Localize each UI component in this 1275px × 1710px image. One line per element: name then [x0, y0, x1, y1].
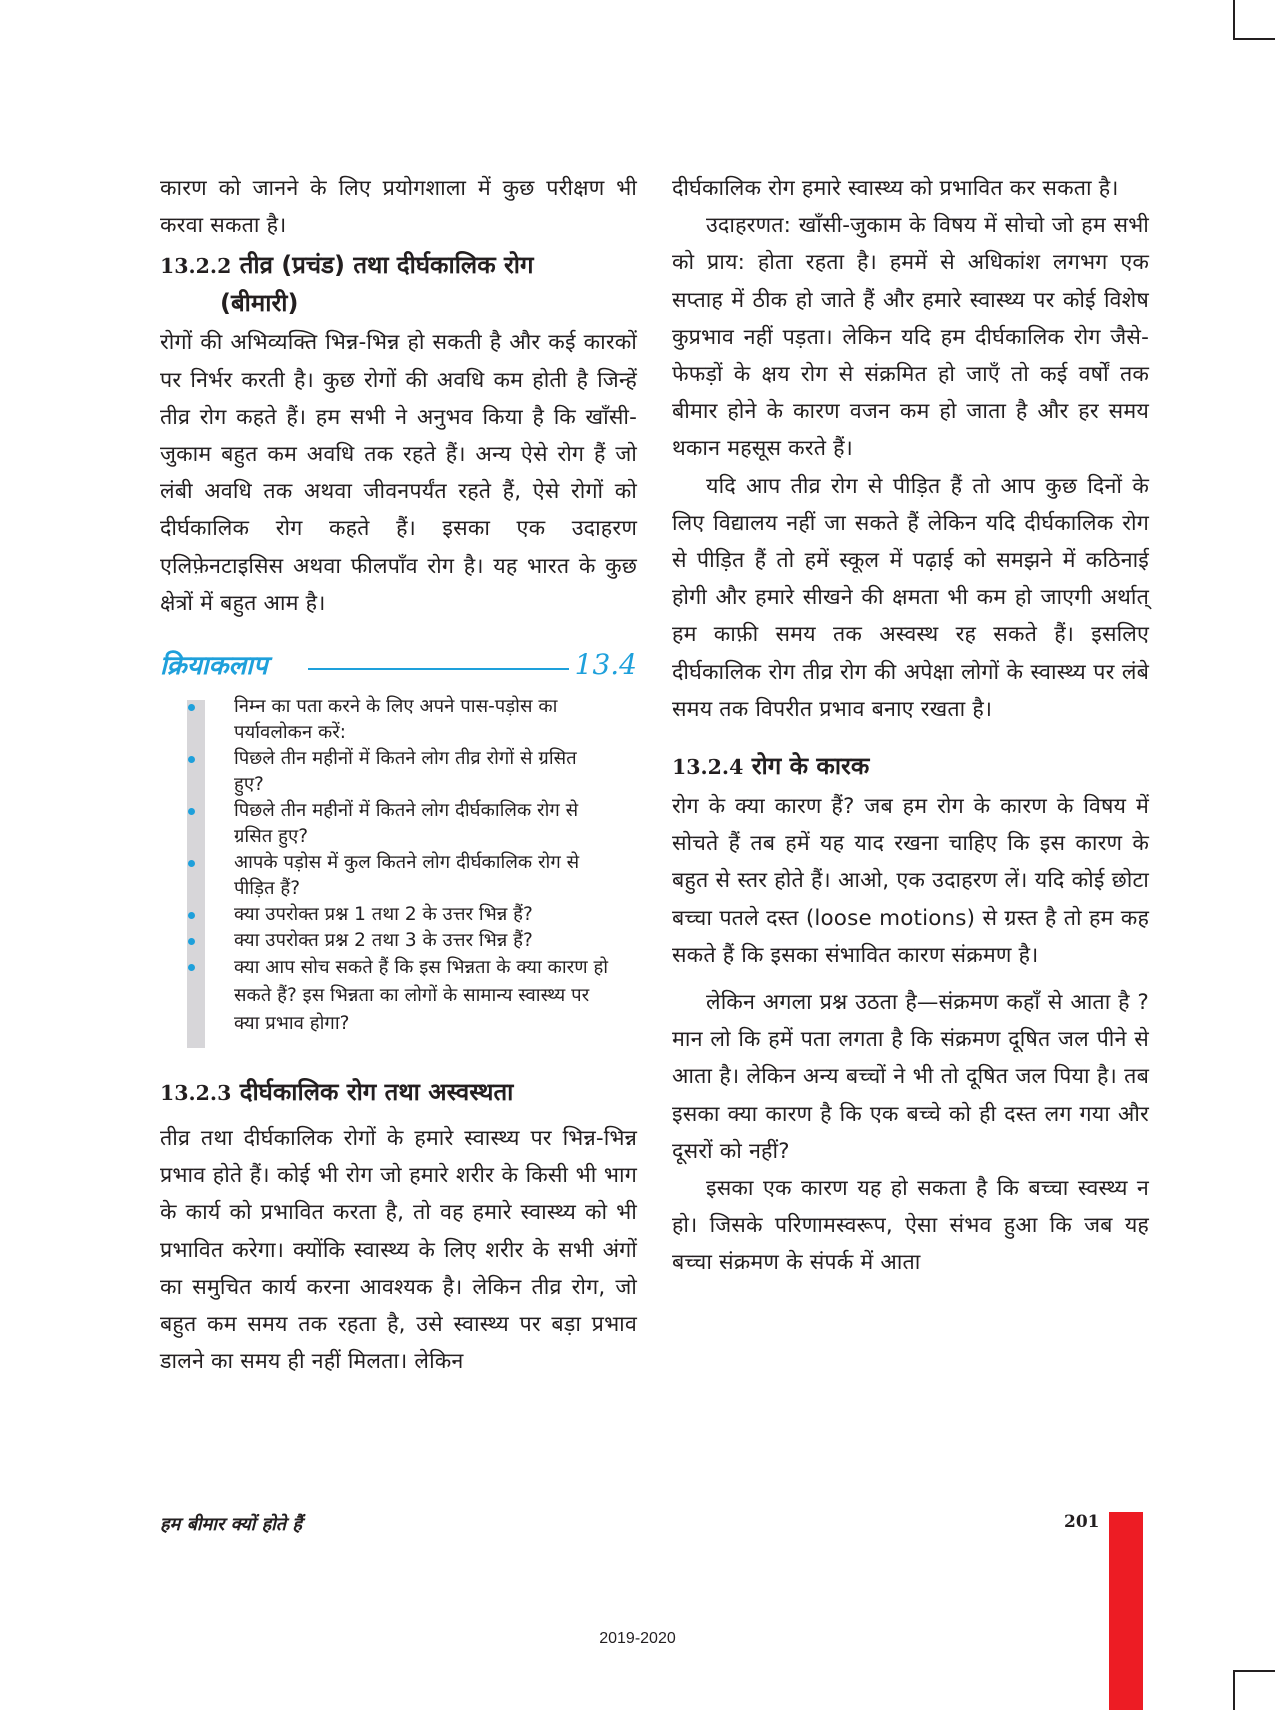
bullet-icon [188, 912, 195, 919]
bullet-icon [188, 704, 195, 711]
text-line: विषय में सोचते हैं तब हमें यह याद रखना चाहिए कि [672, 794, 1150, 857]
text-line: स्वास्थ्य पर कोई विशेष कुप्रभाव नहीं पड़ता। लेकिन [672, 287, 1150, 350]
activity-side-bar [187, 700, 205, 1048]
text-line: शरीर के किसी भी भाग के कार्य को प्रभावित करता [160, 1163, 637, 1226]
activity-item-text: निम्न का पता करने के लिए अपने पास-पड़ोस का पर्यावलोकन करें: [234, 696, 558, 744]
activity-item-text: पिछले तीन महीनों में कितने लोग दीर्घकालिक रोग से ग्रसित हुए? [234, 800, 579, 848]
activity-rule [308, 668, 569, 670]
activity-item [234, 902, 637, 928]
section-heading-13-2-4 [672, 748, 1149, 786]
text-line: दीर्घकालिक रोग हमारे स्वास्थ्य को प्रभावित कर [672, 176, 1036, 201]
text-line: कारण है कि एक बच्चे को ही दस्त लग गया और [765, 1101, 1150, 1127]
paragraph-reason [672, 1170, 1149, 1282]
text-line: इस कारण के बहुत से स्तर होते हैं। आओ, एक [672, 831, 1150, 894]
text-line: यदि हम दीर्घकालिक रोग जैसे- फेफड़ों के क्षय रोग [672, 324, 1149, 388]
paragraph-school [672, 468, 1149, 728]
paragraph-question [672, 984, 1149, 1170]
text-line: तक रहते हैं। अन्य ऐसे रोग हैं जो लंबी अवधि तक [160, 442, 638, 505]
text-line: अथवा जीवनपर्यंत रहते हैं, ऐसे रोगों को दीर्घकालिक [160, 479, 638, 542]
activity-item-text: क्या उपरोक्त प्रश्न 2 तथा 3 के उत्तर भिन्न हैं? [234, 930, 533, 952]
text-line: दिनों के लिए विद्यालय नहीं जा सकते हैं लेकिन यदि [672, 473, 1150, 536]
activity-item [234, 746, 637, 798]
text-line: जो बहुत कम समय तक रहता है, उसे स्वास्थ्य पर [160, 1274, 637, 1338]
text-line: क्षमता भी कम हो जाएगी अर्थात् हम काफ़ी समय [672, 585, 1150, 648]
activity-item [234, 694, 637, 746]
text-line: अनुभव किया है कि खाँसी-जुकाम बहुत कम अवधि [160, 404, 638, 468]
activity-title: क्रियाकलाप [160, 651, 268, 682]
text-line: कई कारकों पर निर्भर करती है। कुछ रोगों की अवधि [160, 330, 637, 393]
text-line: से संक्रमित हो जाएँ तो कई वर्षों तक बीमार होने के [672, 362, 1150, 425]
intro-paragraph [160, 170, 637, 244]
crop-mark-bottom-right [1233, 1670, 1275, 1710]
section-title: रोग के कारक [751, 752, 870, 781]
activity-number: 13.4 [574, 648, 637, 682]
activity-item [234, 850, 637, 902]
text-line: हुआ कि जब यह बच्चा संक्रमण के संपर्क में आता [672, 1213, 1149, 1276]
paragraph-chronic-health [160, 1120, 637, 1380]
section-title-continuation: (बीमारी) [220, 289, 299, 318]
activity-item-text: पिछले तीन महीनों में कितने लोग तीव्र रोगों से ग्रसित हुए? [234, 748, 577, 796]
activity-item [234, 928, 637, 954]
text-line: तक अस्वस्थ रह सकते हैं। इसलिए दीर्घकालिक रोग [672, 622, 1149, 685]
text-line: आता है ? मान लो कि हमें पता लगता है कि [672, 990, 1149, 1053]
text-line: भिन्न-भिन्न प्रभाव होते हैं। कोई भी रोग जो हमारे [160, 1126, 637, 1189]
section-title: तीव्र (प्रचंड) तथा दीर्घकालिक रोग [239, 251, 534, 280]
activity-item-text: क्या आप सोच सकते हैं कि इस भिन्नता के क्या कारण हो सकते हैं? इस भिन्नता का लोगों के सामान्य स्वास्थ्य पर क्या प्रभाव होगा? [234, 957, 609, 1035]
section-heading-13-2-3 [160, 1074, 637, 1112]
text-line: कारण वजन कम हो जाता है और हर समय थकान [672, 399, 1149, 462]
text-line: हम सभी को प्राय: होता रहता है। हममें से अधिकांश [672, 213, 1150, 276]
text-line: बड़ा प्रभाव डालने का समय ही नहीं मिलता। लेकिन [160, 1312, 638, 1375]
section-number: 13.2.3 [160, 1081, 232, 1106]
paragraph-example [672, 207, 1149, 467]
activity-box [160, 646, 637, 1048]
bullet-icon [188, 756, 195, 763]
text-line: संक्रमण दूषित जल पीने से आता है। लेकिन अन्य [672, 1027, 1149, 1090]
activity-item-text: क्या उपरोक्त प्रश्न 1 तथा 2 के उत्तर भिन्न हैं? [234, 904, 533, 926]
text-line: motions) से ग्रस्त है तो हम कह सकते हैं कि [672, 905, 1150, 968]
text-line: को समझने में कठिनाई होगी और हमारे सीखने की [672, 548, 1150, 611]
continuation-paragraph [672, 170, 1149, 207]
right-column [672, 170, 1149, 1282]
bullet-icon [188, 860, 195, 867]
activity-item [234, 798, 637, 850]
page-number: 201 [1064, 1512, 1100, 1532]
edition-year: 2019-2020 [599, 1630, 676, 1647]
section-title: दीर्घकालिक रोग तथा अस्वस्थता [239, 1078, 514, 1107]
text-line: इसका संभावित कारण संक्रमण है। [770, 942, 1039, 968]
text-line: रोग के क्या कारण हैं? जब हम रोग के कारण के [672, 794, 1074, 820]
text-line: यदि आप तीव्र रोग से पीड़ित हैं तो आप कुछ [706, 473, 1078, 499]
paragraph-causes [672, 788, 1149, 974]
text-line: क्योंकि स्वास्थ्य के लिए शरीर के सभी अंगों का [160, 1237, 638, 1300]
section-number: 13.2.2 [160, 254, 232, 279]
bullet-icon [188, 938, 195, 945]
text-line: स्वस्थ्य न हो। जिसके परिणामस्वरूप, ऐसा संभव [672, 1176, 1150, 1239]
text-line: अथवा फीलपाँव रोग है। यह भारत के कुछ क्षेत्रों में [160, 553, 638, 616]
text-line: तीव्र रोग की अपेक्षा लोगों के स्वास्थ्य पर लंबे समय [672, 659, 1149, 722]
text-line: है, तो वह हमारे स्वास्थ्य को भी प्रभावित करेगा। [160, 1200, 638, 1263]
text-line: रोग कहते हैं। इसका एक उदाहरण एलिफ़ेनटाइसिस [160, 516, 638, 579]
text-line: कारण को जानने के लिए प्रयोगशाला में कुछ परीक्षण [160, 176, 605, 201]
section-number: 13.2.4 [672, 755, 744, 780]
text-line: कम होती है जिन्हें तीव्र रोग कहते हैं। हम सभी ने [160, 367, 637, 430]
text-line: लगभग एक सप्ताह में ठीक हो जाते हैं और हमारे [672, 250, 1150, 313]
left-column [160, 170, 637, 1380]
activity-body [160, 694, 637, 1048]
activity-list [234, 694, 637, 1038]
bullet-icon [188, 808, 195, 815]
text-line: बहुत आम है। [220, 590, 326, 616]
paragraph-acute-chronic [160, 324, 637, 622]
activity-item [234, 954, 637, 1038]
activity-header [160, 646, 637, 682]
text-line: लेकिन अगला प्रश्न उठता है—संक्रमण कहाँ से [706, 990, 1063, 1016]
text-line: दीर्घकालिक रोग से पीड़ित हैं तो हमें स्कूल में पढ़ाई [672, 510, 1150, 574]
bullet-icon [188, 964, 195, 971]
activity-item-text: आपके पड़ोस में कुल कितने लोग दीर्घकालिक रोग से पीड़ित हैं? [234, 852, 580, 900]
page-color-tab [1109, 1512, 1143, 1710]
text-line: बच्चों ने भी तो दूषित जल पिया है। तब इसका क्या [672, 1064, 1149, 1127]
text-line: दूसरों को नहीं? [672, 1138, 790, 1164]
text-line: तीव्र तथा दीर्घकालिक रोगों के हमारे स्वास्थ्य पर [160, 1126, 552, 1152]
text-line: इसका एक कारण यह हो सकता है कि बच्चा [706, 1176, 1069, 1202]
text-line: भी करवा सकता है। [160, 176, 637, 239]
text-line: रोगों की अभिव्यक्ति भिन्न-भिन्न हो सकती है और [160, 330, 541, 356]
chapter-footer-title: हम बीमार क्यों होते हैं [160, 1514, 302, 1535]
text-line: तक विपरीत प्रभाव बनाए रखता है। [719, 696, 993, 722]
crop-mark-top-right [1233, 0, 1275, 40]
text-line: उदाहरण लें। यदि कोई छोटा बच्चा पतले दस्त (loose [672, 868, 1149, 931]
text-line: महसूस करते हैं। [727, 436, 853, 462]
text-line: सकता है। [1042, 176, 1119, 201]
text-line: उदाहरणत: खाँसी-जुकाम के विषय में सोचो जो [706, 213, 1074, 239]
section-heading-13-2-2 [160, 247, 637, 322]
text-line: समुचित कार्य करना आवश्यक है। लेकिन तीव्र रोग, [192, 1274, 606, 1300]
